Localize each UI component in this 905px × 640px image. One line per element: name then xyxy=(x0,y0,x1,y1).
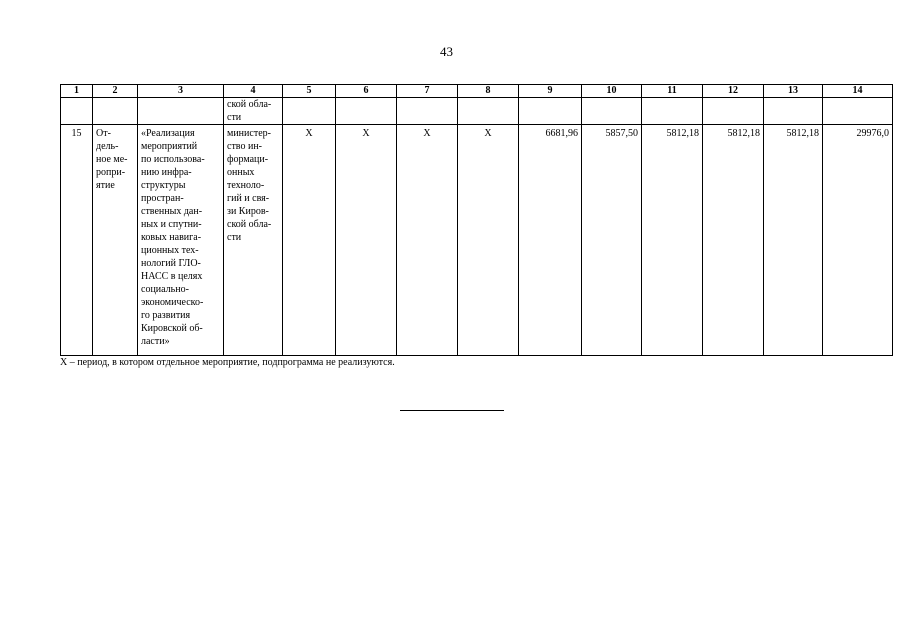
header-cell: 7 xyxy=(397,85,458,98)
header-cell: 12 xyxy=(703,85,764,98)
cell-col5: X xyxy=(283,125,336,356)
header-cell: 6 xyxy=(336,85,397,98)
separator-line xyxy=(400,410,504,411)
row-number: 15 xyxy=(61,125,93,356)
row-executor: министер- ство ин- формаци- онных техноло- гий и свя- зи Киров- ской обла- сти xyxy=(224,125,283,356)
header-cell: 8 xyxy=(458,85,519,98)
header-cell: 9 xyxy=(519,85,582,98)
header-cell: 5 xyxy=(283,85,336,98)
cell-col9: 6681,96 xyxy=(519,125,582,356)
cell-col10: 5857,50 xyxy=(582,125,642,356)
header-cell: 3 xyxy=(138,85,224,98)
continuation-row xyxy=(61,98,893,125)
header-cell: 10 xyxy=(582,85,642,98)
cell-col11: 5812,18 xyxy=(642,125,703,356)
table-row xyxy=(61,125,893,356)
cell-col8: X xyxy=(458,125,519,356)
cell-col14: 29976,0 xyxy=(823,125,893,356)
footnote: X – период, в котором отдельное мероприятие, подпрограмма не реализуются. xyxy=(60,357,395,368)
header-cell: 13 xyxy=(764,85,823,98)
header-cell: 11 xyxy=(642,85,703,98)
page-number: 43 xyxy=(440,44,453,59)
cell-col12: 5812,18 xyxy=(703,125,764,356)
cell-col13: 5812,18 xyxy=(764,125,823,356)
header-cell: 2 xyxy=(93,85,138,98)
table-header-row xyxy=(61,85,893,98)
program-table xyxy=(60,84,893,356)
header-cell: 1 xyxy=(61,85,93,98)
cell-col6: X xyxy=(336,125,397,356)
row-name: «Реализация мероприятий по использова- нию инфра- структуры простран- ственных дан- ных и спутни- ковых навига- ционных тех- нологий ГЛО- НАСС в целях социально- экономическо- го развития Кировской об- ласти» xyxy=(138,125,224,356)
header-cell: 14 xyxy=(823,85,893,98)
row-type: От- дель- ное ме- ропри- ятие xyxy=(93,125,138,356)
executor-continuation: ской обла- сти xyxy=(224,98,283,125)
cell-col7: X xyxy=(397,125,458,356)
header-cell: 4 xyxy=(224,85,283,98)
